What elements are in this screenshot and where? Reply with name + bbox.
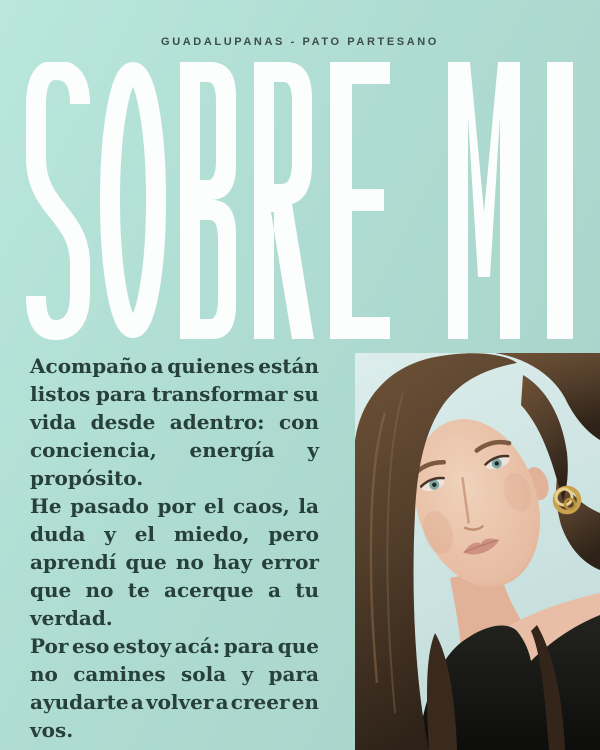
letter-s	[36, 70, 80, 330]
portrait-photo	[355, 353, 600, 750]
body-line	[30, 548, 319, 576]
body-line	[30, 604, 319, 632]
word: aprendí	[30, 550, 117, 574]
word: están	[258, 354, 319, 378]
word: en	[291, 690, 319, 714]
word: el	[204, 494, 225, 518]
word: que	[125, 550, 167, 574]
word: camines	[73, 662, 166, 686]
word: para	[95, 382, 147, 406]
word: verdad.	[30, 606, 113, 630]
word: el	[134, 522, 156, 546]
word: no	[30, 662, 58, 686]
word: a	[150, 354, 164, 378]
body-line	[30, 576, 319, 604]
word: no	[85, 578, 114, 602]
word: a	[215, 690, 229, 714]
letter-r	[254, 62, 314, 339]
word: acá:	[174, 634, 221, 658]
portrait-illustration	[355, 353, 600, 750]
word: hay	[212, 550, 253, 574]
body-line	[30, 352, 319, 380]
word: Por	[30, 634, 69, 658]
body-line	[30, 520, 319, 548]
word: He	[30, 494, 62, 518]
word: vida	[30, 410, 77, 434]
body-line	[30, 492, 319, 520]
word: y	[307, 438, 319, 462]
word: ayudarte	[30, 690, 129, 714]
word: que	[277, 634, 319, 658]
word: quienes	[167, 354, 255, 378]
word: adentro:	[169, 410, 265, 434]
word: transformar	[151, 382, 288, 406]
word: que	[30, 578, 72, 602]
word: para	[223, 634, 275, 658]
word: no	[175, 550, 204, 574]
body-line	[30, 660, 319, 688]
word: miedo,	[173, 522, 250, 546]
body-line	[30, 716, 319, 744]
word: pasado	[70, 494, 149, 518]
body-line	[30, 688, 319, 716]
letter-o	[110, 72, 156, 328]
word: para	[268, 662, 319, 686]
word: y	[104, 522, 116, 546]
word: caos,	[233, 494, 290, 518]
letter-e	[330, 62, 390, 339]
word: conciencia,	[30, 438, 157, 462]
word: su	[293, 382, 319, 406]
word: desde	[90, 410, 156, 434]
word: por	[157, 494, 196, 518]
body-line	[30, 380, 319, 408]
word: volver	[145, 690, 214, 714]
brand-header: GUADALUPANAS - PATO PARTESANO	[161, 36, 439, 48]
word: con	[278, 410, 319, 434]
word: a	[267, 578, 281, 602]
body-line	[30, 464, 319, 492]
letter-b	[180, 62, 236, 339]
word: te	[127, 578, 150, 602]
word: propósito.	[30, 466, 144, 490]
word: energía	[189, 438, 275, 462]
page-title	[0, 62, 600, 340]
word: acerque	[164, 578, 254, 602]
title-lettering	[0, 62, 600, 340]
letter-m	[448, 62, 520, 339]
word: la	[298, 494, 319, 518]
word: Acompaño	[30, 354, 148, 378]
body-line	[30, 436, 319, 464]
word: pero	[268, 522, 319, 546]
word: vos.	[30, 718, 74, 742]
body-line	[30, 408, 319, 436]
body-line	[30, 632, 319, 660]
letter-i	[547, 62, 573, 339]
word: creer	[230, 690, 290, 714]
word: tu	[295, 578, 319, 602]
word: listos	[30, 382, 91, 406]
word: y	[241, 662, 254, 686]
about-text-block	[30, 352, 319, 744]
word: error	[261, 550, 319, 574]
word: a	[130, 690, 144, 714]
word: duda	[30, 522, 86, 546]
word: sola	[181, 662, 227, 686]
word: eso	[71, 634, 110, 658]
word: estoy	[112, 634, 172, 658]
